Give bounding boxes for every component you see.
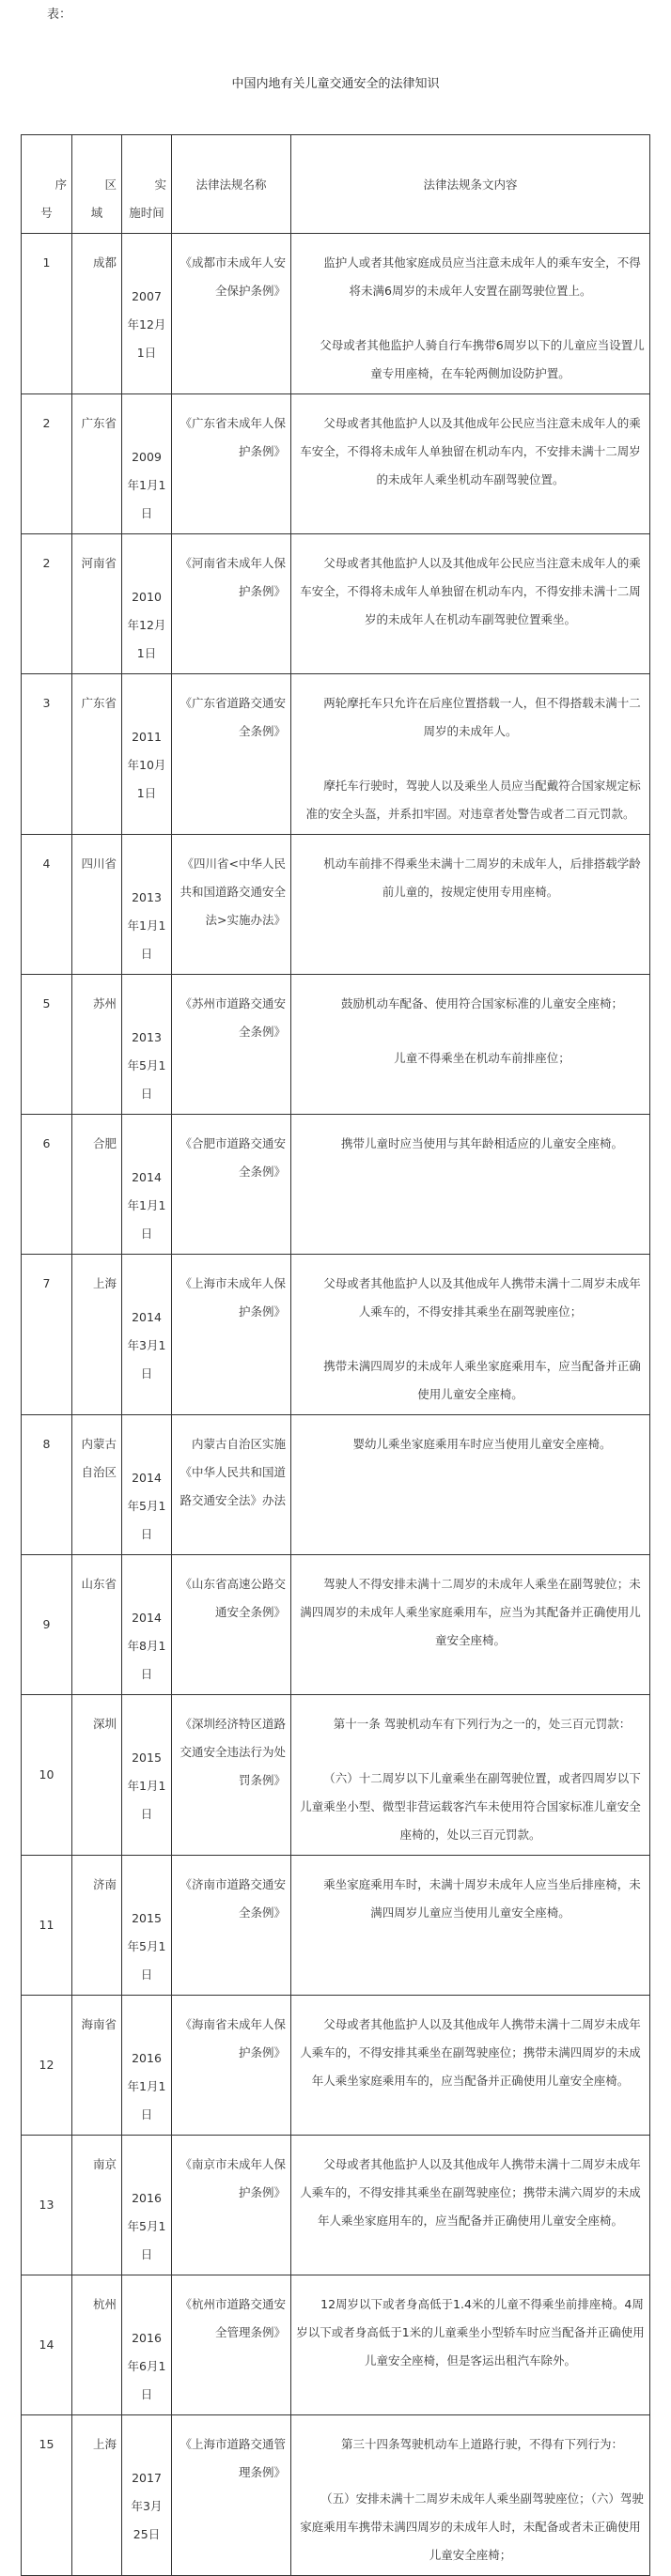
row-law-content <box>291 2415 650 2576</box>
table-row <box>22 1856 650 1996</box>
row-law-name: 《苏州市道路交通安全条例》 <box>172 975 291 1115</box>
law-paragraph: 父母或者其他监护人以及其他成年人携带未满十二周岁未成年人乘车的，不得安排其乘坐在副驾驶座位；携带未满四周岁的未成年人乘坐家庭乘用车的，应当配备并正确使用儿童安全座椅。 <box>300 2017 641 2088</box>
row-law-name: 《合肥市道路交通安全条例》 <box>172 1115 291 1255</box>
row-law-content <box>291 1856 650 1996</box>
table-row <box>22 2415 650 2576</box>
row-date: 2009年1月1日 <box>122 394 172 534</box>
header-content: 法律法规条文内容 <box>291 135 650 234</box>
row-law-name: 《四川省<中华人民共和国道路交通安全法>实施办法》 <box>172 835 291 975</box>
row-region: 上海 <box>72 2415 122 2576</box>
law-paragraph: 驾驶人不得安排未满十二周岁的未成年人乘坐在副驾驶位；未满四周岁的未成年人乘坐家庭乘用车，应当为其配备并正确使用儿童安全座椅。 <box>300 1577 641 1647</box>
row-law-name: 《成都市未成年人安全保护条例》 <box>172 234 291 394</box>
header-date <box>122 135 172 234</box>
row-number: 7 <box>22 1255 72 1415</box>
row-date: 2016年5月1日 <box>122 2136 172 2275</box>
row-law-name: 《广东省未成年人保护条例》 <box>172 394 291 534</box>
intro-label: 表： <box>47 8 72 22</box>
row-date: 2010年12月1日 <box>122 534 172 674</box>
table-row <box>22 975 650 1115</box>
row-date: 2014年5月1日 <box>122 1415 172 1555</box>
row-law-content <box>291 975 650 1115</box>
header-name: 法律法规名称 <box>172 135 291 234</box>
row-region: 山东省 <box>72 1555 122 1695</box>
row-number: 5 <box>22 975 72 1115</box>
row-number: 10 <box>22 1695 72 1856</box>
row-law-content <box>291 835 650 975</box>
row-number: 2 <box>22 534 72 674</box>
table-row <box>22 1555 650 1695</box>
row-date: 2014年1月1日 <box>122 1115 172 1255</box>
row-law-name: 《海南省未成年人保护条例》 <box>172 1996 291 2136</box>
law-paragraph: （六）十二周岁以下儿童乘坐在副驾驶位置，或者四周岁以下儿童乘坐小型、微型非营运载客汽车未使用符合国家标准儿童安全座椅的，处以三百元罚款。 <box>300 1771 641 1842</box>
row-region: 合肥 <box>72 1115 122 1255</box>
row-region: 杭州 <box>72 2275 122 2415</box>
table-row <box>22 1996 650 2136</box>
row-law-content <box>291 1555 650 1695</box>
row-number: 3 <box>22 674 72 835</box>
row-law-content <box>291 1255 650 1415</box>
row-law-content <box>291 394 650 534</box>
row-date: 2013年1月1日 <box>122 835 172 975</box>
row-law-content <box>291 234 650 394</box>
law-paragraph: 携带未满四周岁的未成年人乘坐家庭乘用车，应当配备并正确使用儿童安全座椅。 <box>323 1359 641 1401</box>
header-date-line2: 施时间 <box>129 206 164 220</box>
row-region: 广东省 <box>72 394 122 534</box>
row-region: 河南省 <box>72 534 122 674</box>
row-date: 2017年3月25日 <box>122 2415 172 2576</box>
law-paragraph: （五）安排未满十二周岁未成年人乘坐副驾驶座位；（六）驾驶家庭乘用车携带未满四周岁的未成年人时，未配备或者未正确使用儿童安全座椅； <box>300 2491 644 2562</box>
law-paragraph: 鼓励机动车配备、使用符合国家标准的儿童安全座椅； <box>340 996 623 1010</box>
table-row <box>22 234 650 394</box>
row-region: 苏州 <box>72 975 122 1115</box>
row-law-name: 《上海市未成年人保护条例》 <box>172 1255 291 1415</box>
row-date: 2007年12月1日 <box>122 234 172 394</box>
row-law-content <box>291 1996 650 2136</box>
table-row <box>22 534 650 674</box>
row-date: 2013年5月1日 <box>122 975 172 1115</box>
law-paragraph: 婴幼儿乘坐家庭乘用车时应当使用儿童安全座椅。 <box>352 1437 612 1451</box>
row-date: 2014年8月1日 <box>122 1555 172 1695</box>
header-region <box>72 135 122 234</box>
row-law-name: 《南京市未成年人保护条例》 <box>172 2136 291 2275</box>
row-law-content <box>291 1695 650 1856</box>
table-row <box>22 674 650 835</box>
table-row <box>22 835 650 975</box>
row-date: 2014年3月1日 <box>122 1255 172 1415</box>
row-region: 南京 <box>72 2136 122 2275</box>
law-paragraph: 父母或者其他监护人骑自行车携带6周岁以下的儿童应当设置儿童专用座椅，在车轮两侧加设防护置。 <box>320 338 645 380</box>
row-law-content <box>291 1415 650 1555</box>
row-date: 2016年1月1日 <box>122 1996 172 2136</box>
header-no <box>22 135 72 234</box>
law-paragraph: 父母或者其他监护人以及其他成年人携带未满十二周岁未成年人乘车的，不得安排其乘坐在副驾驶座位；携带未满六周岁的未成年人乘坐家庭用车的，应当配备并正确使用儿童安全座椅。 <box>300 2157 641 2228</box>
row-number: 2 <box>22 394 72 534</box>
law-paragraph: 父母或者其他监护人以及其他成年人携带未满十二周岁未成年人乘车的，不得安排其乘坐在副驾驶座位； <box>323 1276 641 1319</box>
row-region: 成都 <box>72 234 122 394</box>
row-law-content <box>291 534 650 674</box>
header-region-line1: 区 <box>104 177 117 192</box>
table-header-row <box>22 135 650 234</box>
law-paragraph: 监护人或者其他家庭成员应当注意未成年人的乘车安全，不得将未满6周岁的未成年人安置在副驾驶位置上。 <box>323 255 641 298</box>
row-number: 8 <box>22 1415 72 1555</box>
row-law-name: 《广东省道路交通安全条例》 <box>172 674 291 835</box>
laws-table <box>21 134 650 2576</box>
law-paragraph: 机动车前排不得乘坐未满十二周岁的未成年人，后排搭载学龄前儿童的，按规定使用专用座椅。 <box>323 856 641 899</box>
header-no-line1: 序 <box>55 177 67 192</box>
law-paragraph: 第三十四条驾驶机动车上道路行驶，不得有下列行为： <box>340 2437 623 2451</box>
row-date: 2015年5月1日 <box>122 1856 172 1996</box>
law-paragraph: 父母或者其他监护人以及其他成年公民应当注意未成年人的乘车安全，不得将未成年人单独留在机动车内，不安排未满十二周岁的未成年人乘坐机动车副驾驶位置。 <box>300 416 641 486</box>
row-date: 2011年10月1日 <box>122 674 172 835</box>
table-row <box>22 1695 650 1856</box>
header-region-line2: 域 <box>90 206 103 220</box>
row-law-content <box>291 1115 650 1255</box>
law-paragraph: 第十一条 驾驶机动车有下列行为之一的，处三百元罚款： <box>333 1717 632 1731</box>
row-region: 四川省 <box>72 835 122 975</box>
row-region: 济南 <box>72 1856 122 1996</box>
law-paragraph: 摩托车行驶时，驾驶人以及乘坐人员应当配戴符合国家规定标准的安全头盔，并系扣牢固。对违章者处警告或者二百元罚款。 <box>305 779 641 821</box>
header-date-line1: 实 <box>154 177 166 192</box>
header-no-line2: 号 <box>40 206 53 220</box>
row-number: 14 <box>22 2275 72 2415</box>
row-law-name: 《上海市道路交通管理条例》 <box>172 2415 291 2576</box>
row-number: 1 <box>22 234 72 394</box>
table-row <box>22 2136 650 2275</box>
row-region: 内蒙古自治区 <box>72 1415 122 1555</box>
law-paragraph: 携带儿童时应当使用与其年龄相适应的儿童安全座椅。 <box>340 1136 623 1150</box>
table-row <box>22 2275 650 2415</box>
row-number: 11 <box>22 1856 72 1996</box>
law-paragraph: 两轮摩托车只允许在后座位置搭载一人，但不得搭载未满十二周岁的未成年人。 <box>323 696 641 738</box>
row-region: 广东省 <box>72 674 122 835</box>
table-row <box>22 1115 650 1255</box>
row-region: 海南省 <box>72 1996 122 2136</box>
row-law-content <box>291 674 650 835</box>
row-date: 2015年1月1日 <box>122 1695 172 1856</box>
row-region: 深圳 <box>72 1695 122 1856</box>
row-number: 12 <box>22 1996 72 2136</box>
row-number: 13 <box>22 2136 72 2275</box>
row-number: 15 <box>22 2415 72 2576</box>
row-law-name: 内蒙古自治区实施《中华人民共和国道路交通安全法》办法 <box>172 1415 291 1555</box>
row-law-name: 《杭州市道路交通安全管理条例》 <box>172 2275 291 2415</box>
row-law-content <box>291 2275 650 2415</box>
law-paragraph: 乘坐家庭乘用车时，未满十周岁未成年人应当坐后排座椅，未满四周岁儿童应当使用儿童安全座椅。 <box>323 1877 641 1920</box>
row-region: 上海 <box>72 1255 122 1415</box>
law-paragraph: 儿童不得乘坐在机动车前排座位； <box>394 1051 570 1065</box>
row-law-name: 《山东省高速公路交通安全条例》 <box>172 1555 291 1695</box>
table-row <box>22 1415 650 1555</box>
table-row <box>22 394 650 534</box>
row-number: 6 <box>22 1115 72 1255</box>
row-law-content <box>291 2136 650 2275</box>
law-paragraph: 父母或者其他监护人以及其他成年公民应当注意未成年人的乘车安全，不得将未成年人单独留在机动车内，不得安排未满十二周岁的未成年人在机动车副驾驶位置乘坐。 <box>300 556 641 626</box>
row-number: 4 <box>22 835 72 975</box>
row-date: 2016年6月1日 <box>122 2275 172 2415</box>
row-law-name: 《深圳经济特区道路交通安全违法行为处罚条例》 <box>172 1695 291 1856</box>
row-number: 9 <box>22 1555 72 1695</box>
row-law-name: 《河南省未成年人保护条例》 <box>172 534 291 674</box>
law-paragraph: 12周岁以下或者身高低于1.4米的儿童不得乘坐前排座椅。4周岁以下或者身高低于1米的儿童乘坐小型轿车时应当配备并正确使用儿童安全座椅，但是客运出租汽车除外。 <box>296 2297 645 2368</box>
row-law-name: 《济南市道路交通安全条例》 <box>172 1856 291 1996</box>
table-row <box>22 1255 650 1415</box>
table-title: 中国内地有关儿童交通安全的法律知识 <box>231 77 440 91</box>
